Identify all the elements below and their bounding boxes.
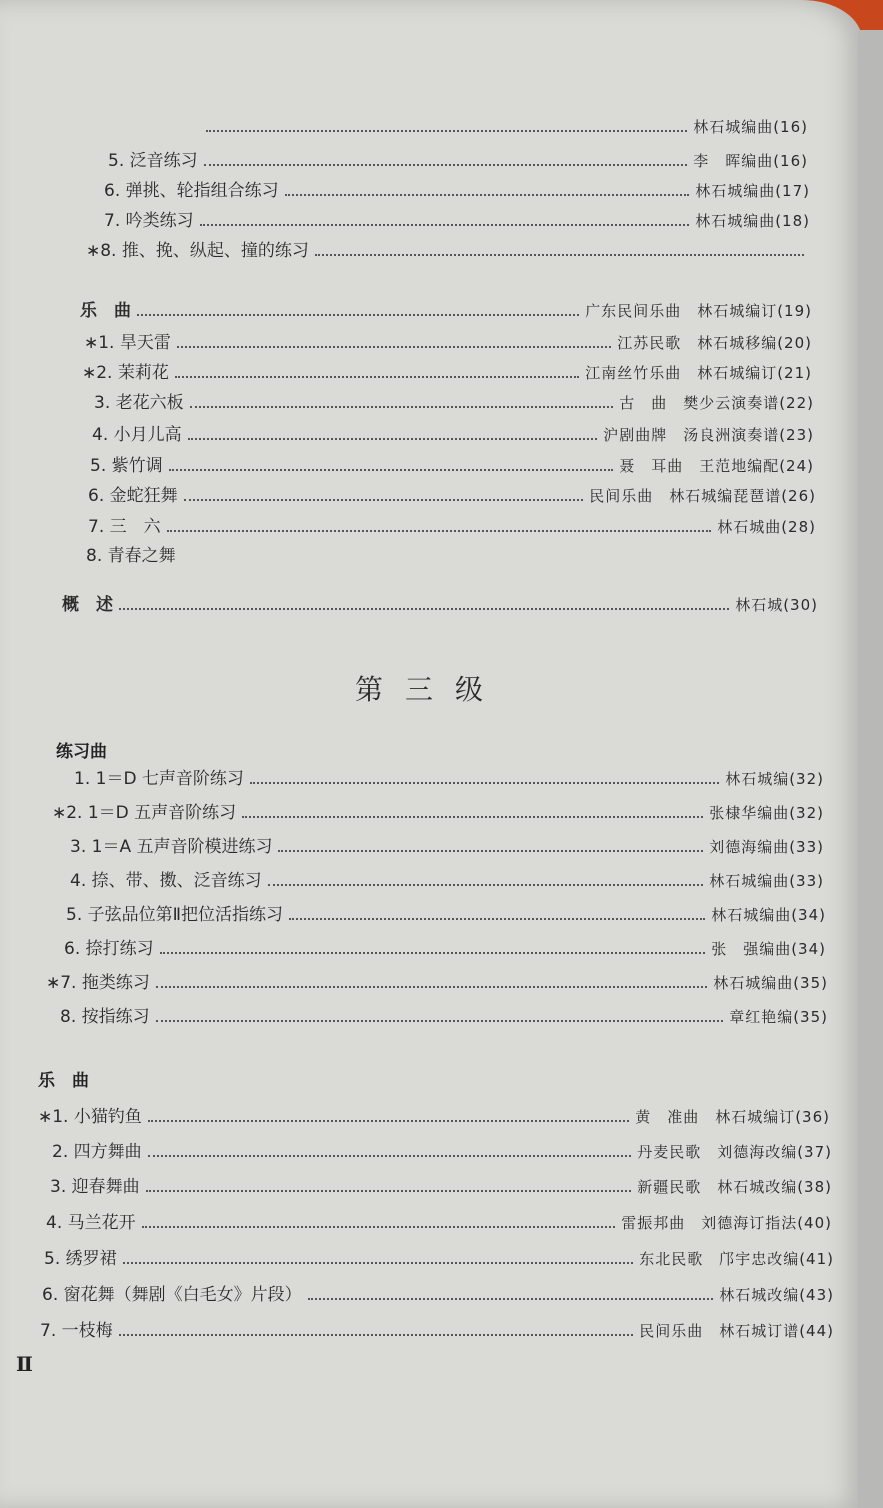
toc-entry (66, 900, 826, 925)
page-number: Ⅱ (16, 1352, 33, 1376)
leader-dots (123, 1262, 634, 1264)
entry-title: 3. 老花六板 (94, 393, 184, 413)
entry-title: 5. 绣罗裙 (44, 1249, 117, 1269)
section-heading: 乐 曲 (80, 301, 131, 321)
toc-entry (52, 1137, 832, 1162)
entry-credit: 江苏民歌 林石城移编(20) (617, 334, 812, 352)
toc-entry (94, 388, 814, 413)
entry-credit: 林石城曲(28) (717, 518, 816, 536)
leader-dots (285, 194, 690, 196)
toc-entry (62, 590, 818, 615)
entry-title: ∗7. 拖类练习 (46, 973, 150, 993)
entry-credit: 江南丝竹乐曲 林石城编订(21) (585, 364, 812, 382)
toc-entry (92, 420, 814, 445)
entry-credit: 林石城(30) (735, 596, 818, 614)
entry-title: 6. 窗花舞（舞剧《白毛女》片段） (42, 1285, 302, 1305)
toc-entry (108, 146, 808, 171)
leader-dots (160, 952, 706, 954)
entry-credit: 林石城编曲(33) (709, 872, 824, 890)
leader-dots (156, 1020, 724, 1022)
leader-dots (184, 499, 584, 501)
toc-entry (50, 1172, 832, 1197)
leader-dots (278, 850, 703, 852)
toc-entry (52, 798, 824, 823)
toc-entry (74, 764, 824, 789)
entry-credit: 林石城编曲(35) (713, 974, 828, 992)
toc-entry (46, 1208, 832, 1233)
leader-dots (190, 406, 614, 408)
entry-credit: 民间乐曲 林石城订谱(44) (639, 1322, 834, 1340)
entry-credit: 林石城编曲(18) (695, 212, 810, 230)
entry-title: 7. 三 六 (88, 517, 161, 537)
leader-dots (142, 1226, 616, 1228)
leader-dots (242, 816, 703, 818)
entry-title: 4. 捺、带、擞、泛音练习 (70, 871, 262, 891)
toc-entry (44, 1244, 834, 1269)
leader-dots (156, 986, 707, 988)
entry-title: 3. 迎春舞曲 (50, 1177, 140, 1197)
entry-title: 4. 小月儿高 (92, 425, 182, 445)
toc-entry (104, 206, 810, 231)
entry-credit: 李 晖编曲(16) (693, 152, 808, 170)
entry-title: 5. 子弦品位第Ⅱ把位活指练习 (66, 905, 283, 925)
entry-credit: 雷振邦曲 刘德海订指法(40) (621, 1214, 832, 1232)
entry-title: 5. 紫竹调 (90, 456, 163, 476)
leader-dots (250, 782, 719, 784)
leader-dots (204, 164, 688, 166)
entry-credit: 林石城改编(43) (719, 1286, 834, 1304)
toc-entry (90, 451, 814, 476)
section-heading: 练习曲 (56, 742, 107, 762)
leader-dots (175, 376, 579, 378)
leader-dots (167, 530, 712, 532)
entry-credit: 沪剧曲牌 汤良洲演奏谱(23) (603, 426, 814, 444)
entry-title: 6. 捺打练习 (64, 939, 154, 959)
leader-dots (200, 224, 690, 226)
toc-entry (38, 1102, 830, 1127)
entry-title: 8. 按指练习 (60, 1007, 150, 1027)
entry-credit: 广东民间乐曲 林石城编订(19) (585, 302, 812, 320)
entry-credit: 丹麦民歌 刘德海改编(37) (637, 1143, 832, 1161)
leader-dots (169, 469, 614, 471)
leader-dots (206, 130, 687, 132)
entry-title: ∗2. 1＝D 五声音阶练习 (52, 803, 237, 823)
entry-title: 3. 1＝A 五声音阶模进练习 (70, 837, 273, 857)
toc-entry (88, 481, 816, 506)
leader-dots (146, 1190, 632, 1192)
entry-credit: 章红艳编(35) (729, 1008, 828, 1026)
entry-title: 概 述 (62, 595, 113, 615)
entry-title: ∗2. 茉莉花 (82, 363, 169, 383)
entry-credit: 张棣华编曲(32) (709, 804, 824, 822)
entry-title: 5. 泛音练习 (108, 151, 198, 171)
entry-credit: 东北民歌 邝宇忠改编(41) (639, 1250, 834, 1268)
entry-title: 8. 青春之舞 (86, 546, 176, 566)
entry-title: ∗1. 小猫钓鱼 (38, 1107, 142, 1127)
entry-credit: 民间乐曲 林石城编琵琶谱(26) (589, 487, 816, 505)
entry-title: 6. 金蛇狂舞 (88, 486, 178, 506)
entry-credit: 聂 耳曲 王范地编配(24) (619, 457, 814, 475)
section-heading-row (80, 296, 812, 321)
leader-dots (188, 438, 598, 440)
level-title: 第三级 (355, 673, 506, 706)
section-heading: 乐 曲 (38, 1071, 89, 1091)
leader-dots (137, 314, 579, 316)
entry-title: 7. 一枝梅 (40, 1321, 113, 1341)
toc-entry (46, 968, 828, 993)
entry-credit: 新疆民歌 林石城改编(38) (637, 1178, 832, 1196)
entry-title: 6. 弹挑、轮指组合练习 (104, 181, 279, 201)
leader-dots (119, 608, 729, 610)
leader-dots (148, 1155, 632, 1157)
entry-title: ∗8. 推、挽、纵起、撞的练习 (86, 241, 309, 261)
toc-entry (84, 328, 812, 353)
toc-entry (70, 832, 824, 857)
entry-credit: 林石城编(32) (725, 770, 824, 788)
entry-title: 2. 四方舞曲 (52, 1142, 142, 1162)
entry-title: ∗1. 旱天雷 (84, 333, 171, 353)
leader-dots (177, 346, 611, 348)
page-edge (858, 30, 883, 1508)
toc-entry (86, 236, 810, 261)
entry-credit: 古 曲 樊少云演奏谱(22) (619, 394, 814, 412)
toc-entry (40, 1316, 834, 1341)
entry-credit: 林石城编曲(16) (693, 118, 808, 136)
leader-dots (148, 1120, 629, 1122)
entry-credit: 林石城编曲(17) (695, 182, 810, 200)
entry-credit: 刘德海编曲(33) (709, 838, 824, 856)
leader-dots (268, 884, 704, 886)
entry-title: 7. 吟类练习 (104, 211, 194, 231)
toc-entry (70, 866, 824, 891)
toc-entry (64, 934, 826, 959)
entry-credit: 张 强编曲(34) (711, 940, 826, 958)
entry-title: 1. 1＝D 七声音阶练习 (74, 769, 244, 789)
leader-dots (315, 254, 804, 256)
toc-entry (88, 512, 816, 537)
toc-entry (86, 541, 286, 566)
toc-entry (42, 1280, 834, 1305)
toc-entry (82, 358, 812, 383)
entry-credit: 黄 准曲 林石城编订(36) (635, 1108, 830, 1126)
toc-entry (104, 176, 810, 201)
leader-dots (308, 1298, 714, 1300)
leader-dots (119, 1334, 634, 1336)
leader-dots (289, 918, 705, 920)
toc-entry (60, 1002, 828, 1027)
entry-title: 4. 马兰花开 (46, 1213, 136, 1233)
entry-credit: 林石城编曲(34) (711, 906, 826, 924)
toc-entry (200, 116, 808, 137)
